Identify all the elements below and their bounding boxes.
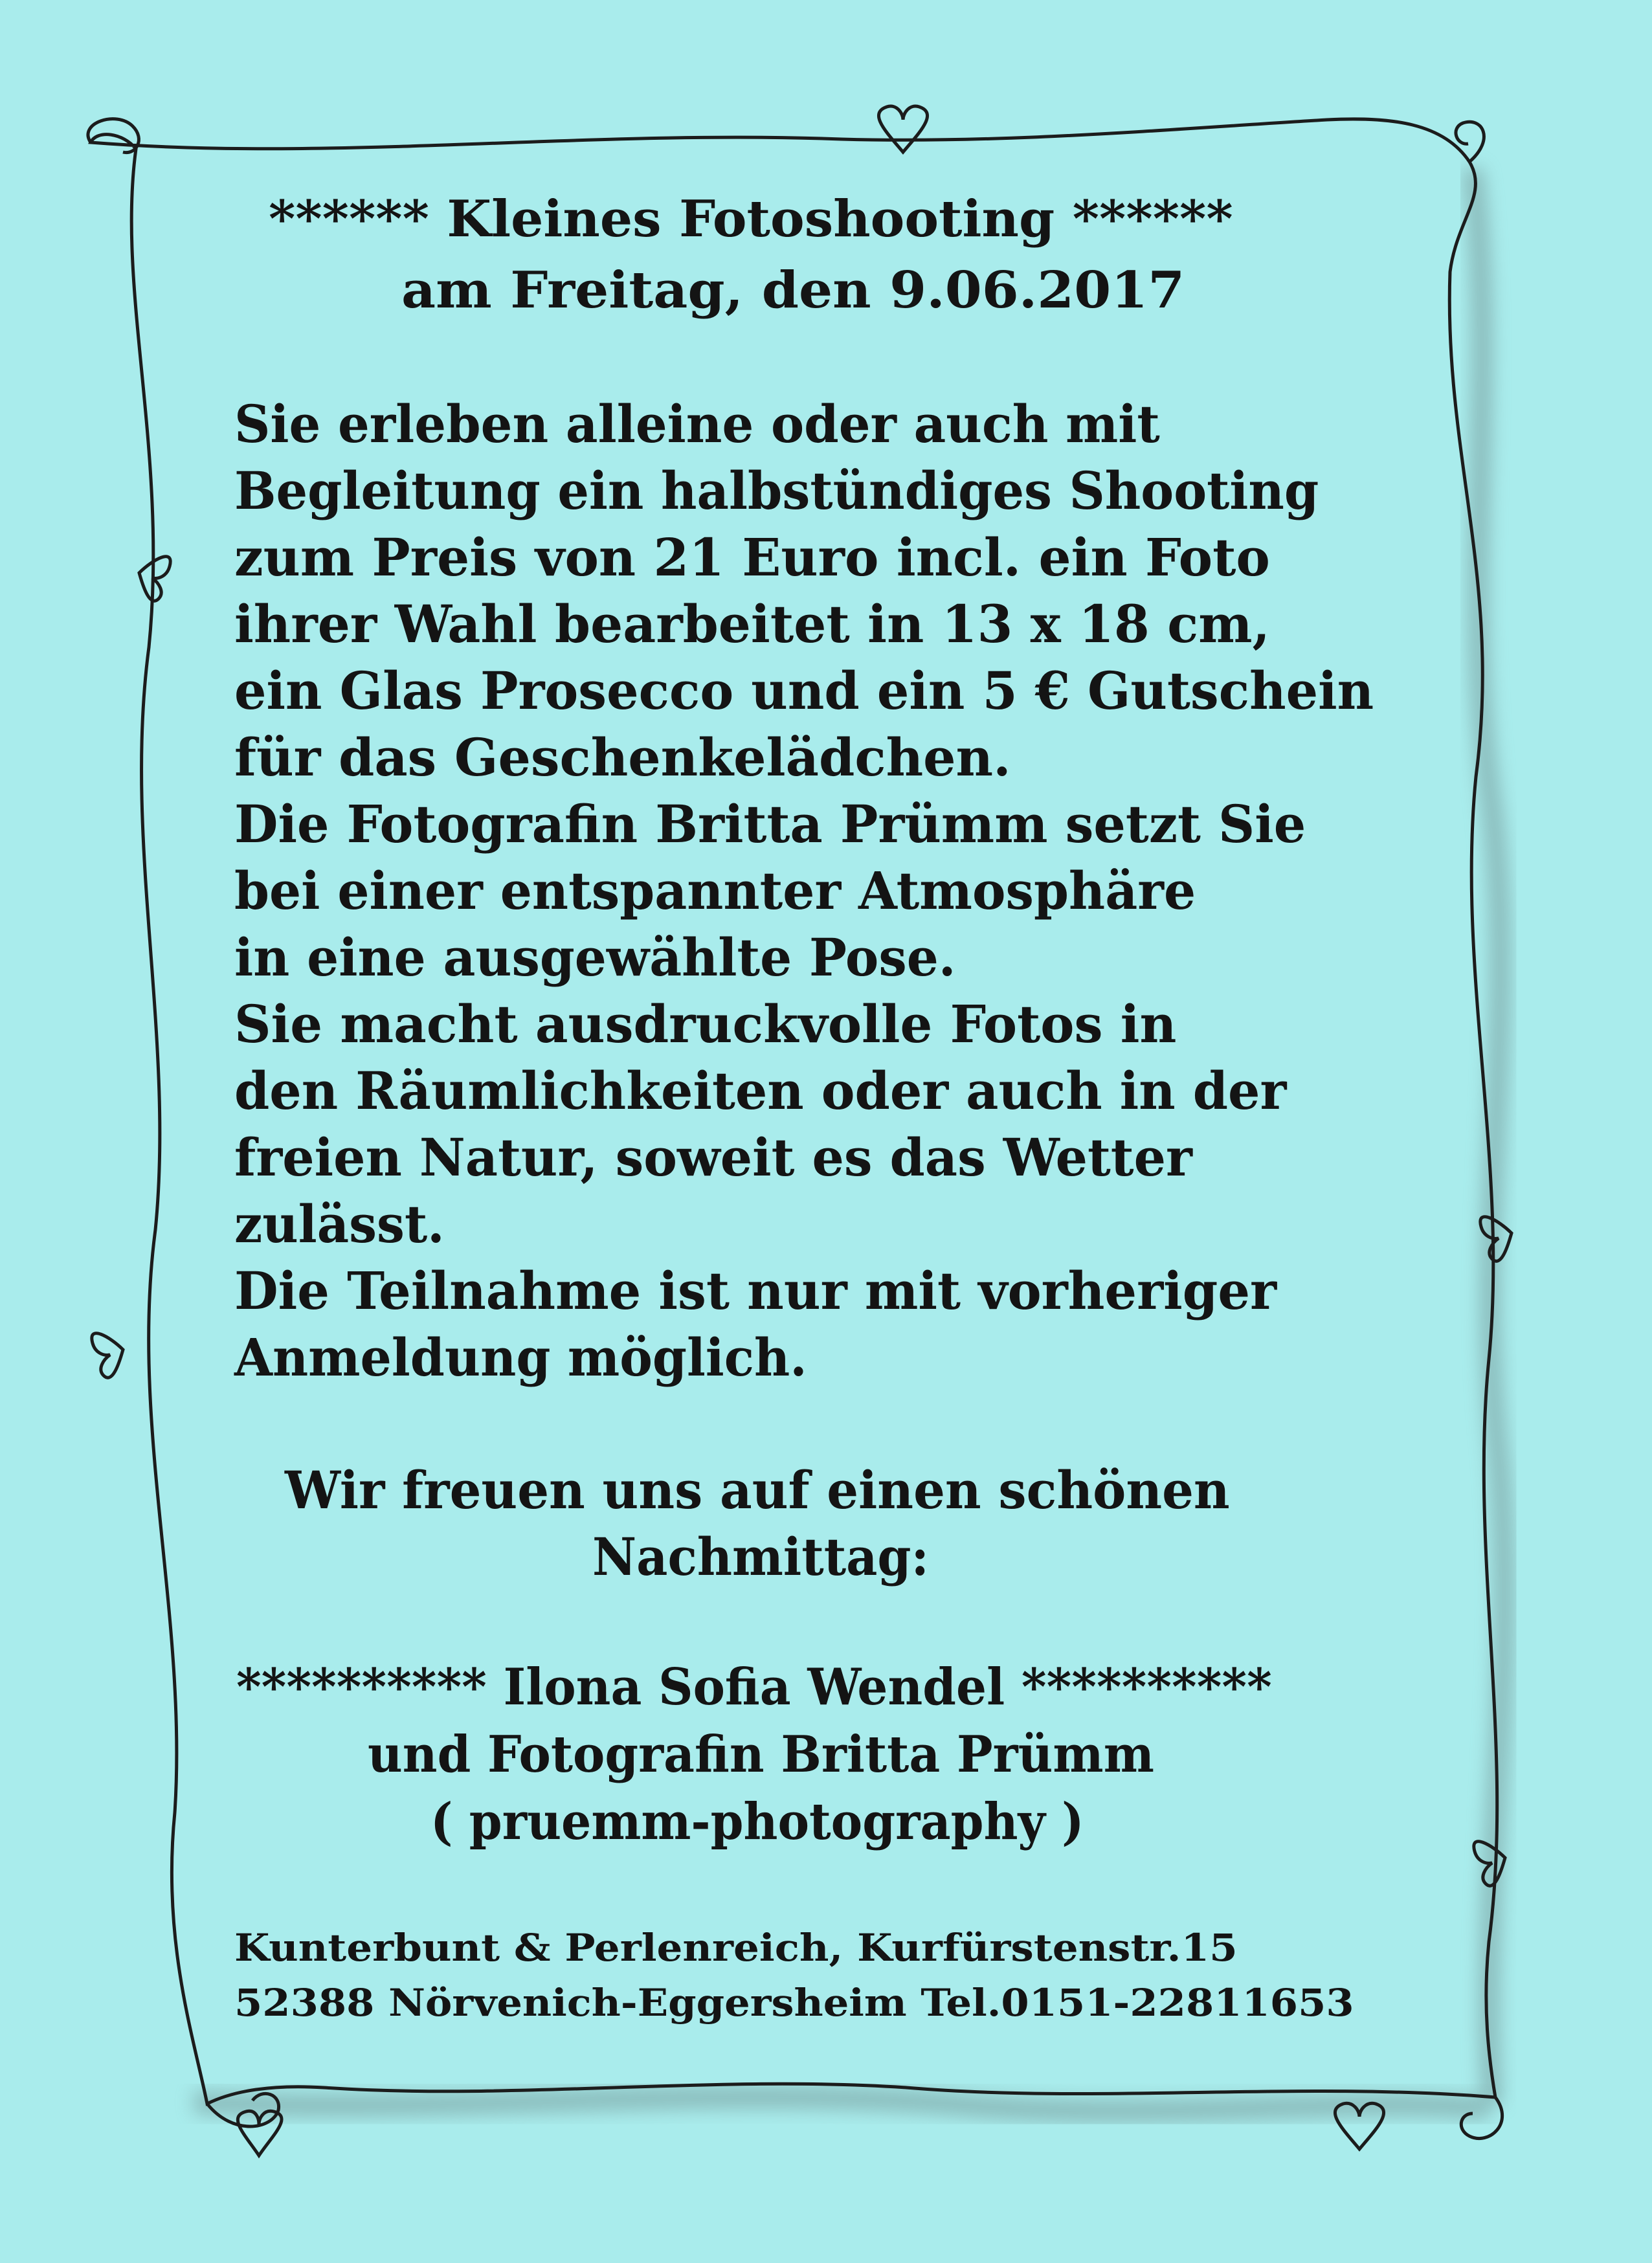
body-line: den Räumlichkeiten oder auch in der [234,1060,1287,1121]
body-line: ein Glas Prosecco und ein 5 € Gutschein [234,660,1374,721]
signature-name: ********** Ilona Sofia Wendel ********** [236,1658,1272,1717]
signature-website: ( pruemm-photography ) [430,1792,1084,1851]
body-line: zulässt. [234,1194,445,1254]
body-line: bei einer entspannter Atmosphäre [234,860,1196,921]
body-line: Begleitung ein halbstündiges Shooting [234,460,1319,521]
body-line: Sie erleben alleine oder auch mit [234,394,1160,454]
heart-icon [92,1333,123,1378]
body-line: Sie macht ausdruckvolle Fotos in [234,994,1177,1054]
signature-photographer: und Fotografin Britta Prümm [367,1725,1154,1784]
heart-icon [878,106,927,152]
body-line: in eine ausgewählte Pose. [234,927,956,988]
event-date: am Freitag, den 9.06.2017 [401,261,1185,320]
body-line: freien Natur, soweit es das Wetter [234,1127,1192,1188]
closing-line: Nachmittag: [592,1526,930,1587]
closing-line: Wir freuen uns auf einen schönen [285,1460,1230,1521]
body-line: Anmeldung möglich. [234,1327,807,1388]
address-line: 52388 Nörvenich-Eggersheim Tel.0151-22811653 [234,1981,1354,2025]
body-line: ihrer Wahl bearbeitet in 13 x 18 cm, [234,594,1270,654]
body-line: für das Geschenkelädchen. [234,727,1011,788]
address-line: Kunterbunt & Perlenreich, Kurfürstenstr.15 [234,1926,1238,1970]
body-line: Die Teilnahme ist nur mit vorheriger [234,1260,1277,1321]
frame-curl-top-right [1456,122,1484,162]
event-title: ****** Kleines Fotoshooting ****** [269,190,1233,249]
body-line: Die Fotografin Britta Prümm setzt Sie [234,794,1306,854]
body-line: zum Preis von 21 Euro incl. ein Foto [234,527,1270,588]
